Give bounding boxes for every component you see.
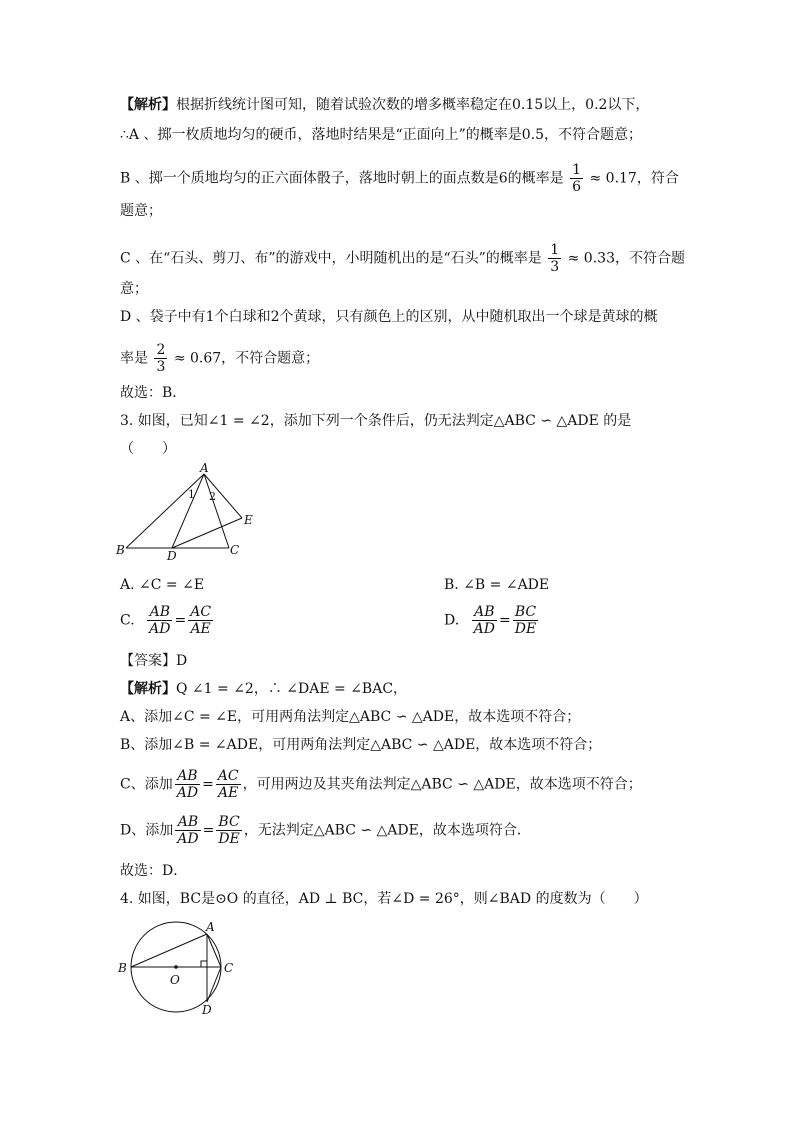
option-c-analysis-line-2: 意； — [120, 281, 148, 297]
answer-choice-1: 故选：B． — [120, 385, 187, 401]
option-d-label: D. — [444, 612, 460, 629]
fraction-bc-de: $\frac{BC}{DE}$ — [218, 814, 240, 847]
label-B: B — [118, 961, 127, 975]
label-O: O — [170, 973, 180, 987]
question-3-text: 3. 如图，已知∠1 = ∠2，添加下列一个条件后，仍无法判定△ABC ∽ △ADE 的是 — [120, 413, 632, 429]
analysis-d-text: D、添加 — [120, 822, 174, 839]
fraction-ab-ad: $\frac{AB}{AD}$ — [149, 604, 171, 637]
fraction-ab-ad: $\frac{AB}{AD}$ — [473, 604, 495, 637]
option-c-text: C 、在“石头、剪刀、布”的游戏中，小明随机出的是“石头”的概率是 — [120, 250, 542, 267]
option-a-analysis: ∴A 、掷一枚质地均匀的硬币，落地时结果是“正面向上”的概率是0.5，不符合题意； — [120, 127, 643, 143]
fraction-ab-ad: $\frac{AB}{AD}$ — [177, 814, 199, 847]
option-b: B. ∠B = ∠ADE — [444, 577, 550, 593]
option-d — [444, 604, 540, 637]
circle-figure — [114, 914, 246, 1018]
analysis-d-tail: ，无法判定△ABC ∽ △ADE，故本选项符合． — [243, 822, 531, 839]
label-E: E — [244, 513, 253, 527]
fraction-two-thirds: $\frac{2}{3}$ — [156, 342, 166, 375]
equals-sign: = — [498, 612, 511, 629]
label-C: C — [224, 961, 234, 975]
label-D: D — [167, 549, 177, 563]
equals-sign: = — [202, 822, 215, 839]
analysis-tag: 【解析】 — [120, 681, 176, 697]
answer-choice-2: 故选：D． — [120, 863, 188, 879]
q3-analysis-c — [120, 768, 642, 801]
option-d-analysis-line-2 — [120, 342, 319, 375]
q3-analysis-d — [120, 814, 531, 847]
q3-analysis — [120, 680, 407, 698]
label-C: C — [230, 543, 240, 557]
answer-label: 【答案】D — [120, 653, 188, 669]
analysis-tag: 【解析】 — [120, 97, 176, 113]
label-D: D — [202, 1003, 212, 1017]
option-c-analysis-line-1 — [120, 242, 685, 275]
triangle-figure — [114, 462, 264, 564]
option-c — [120, 604, 215, 637]
label-B: B — [116, 543, 125, 557]
analysis-text: Q ∠1 = ∠2，∴ ∠DAE = ∠BAC， — [176, 681, 408, 697]
option-d-analysis-line-1: D 、袋子中有1个白球和2个黄球，只有颜色上的区别，从中随机取出一个球是黄球的概 — [120, 309, 658, 325]
analysis-c-tail: ，可用两边及其夹角法判定△ABC ∽ △ADE，故本选项不符合； — [242, 776, 642, 793]
q3-analysis-b: B、添加∠B = ∠ADE，可用两角法判定△ABC ∽ △ADE，故本选项不符合； — [120, 737, 602, 753]
option-b-analysis-line-2: 题意； — [120, 203, 162, 219]
analysis-line-1 — [120, 96, 649, 114]
equals-sign: = — [202, 776, 214, 793]
question-3-paren: （ ） — [120, 441, 176, 457]
fraction-ac-ae: $\frac{AC}{AE}$ — [217, 768, 239, 801]
analysis-text: 根据折线统计图可知，随着试验次数的增多概率稳定在0.15以上，0.2以下， — [176, 97, 650, 113]
option-a: A. ∠C = ∠E — [120, 577, 205, 593]
label-A: A — [206, 920, 215, 934]
question-4-text: 4. 如图，BC是⊙O 的直径，AD ⊥ BC，若∠D = 26°，则∠BAD 的度数为（ ） — [120, 891, 648, 907]
center-point — [174, 965, 178, 969]
option-c-text-tail: ≈ 0.33，不符合题 — [567, 250, 685, 267]
fraction-one-third: $\frac{1}{3}$ — [550, 242, 560, 275]
option-d-text: 率是 — [120, 350, 148, 367]
label-A: A — [200, 461, 209, 475]
option-c-label: C. — [120, 612, 135, 629]
option-b-text-tail: ≈ 0.17，符合 — [589, 170, 679, 187]
equals-sign: = — [174, 612, 187, 629]
angle-2-label: 2 — [209, 490, 216, 503]
option-b-analysis-line-1 — [120, 162, 679, 195]
option-d-text-tail: ≈ 0.67，不符合题意； — [173, 350, 320, 367]
q3-analysis-a: A、添加∠C = ∠E，可用两角法判定△ABC ∽ △ADE，故本选项不符合； — [120, 709, 581, 725]
fraction-one-sixth: $\frac{1}{6}$ — [572, 162, 582, 195]
fraction-ab-ad: $\frac{AB}{AD}$ — [176, 768, 199, 801]
fraction-bc-de: $\frac{BC}{DE}$ — [514, 604, 537, 637]
option-b-text: B 、掷一个质地均匀的正六面体骰子，落地时朝上的面点数是6的概率是 — [120, 170, 564, 187]
fraction-ac-ae: $\frac{AC}{AE}$ — [190, 604, 212, 637]
analysis-c-text: C、添加 — [120, 776, 173, 793]
angle-1-label: 1 — [188, 488, 195, 501]
